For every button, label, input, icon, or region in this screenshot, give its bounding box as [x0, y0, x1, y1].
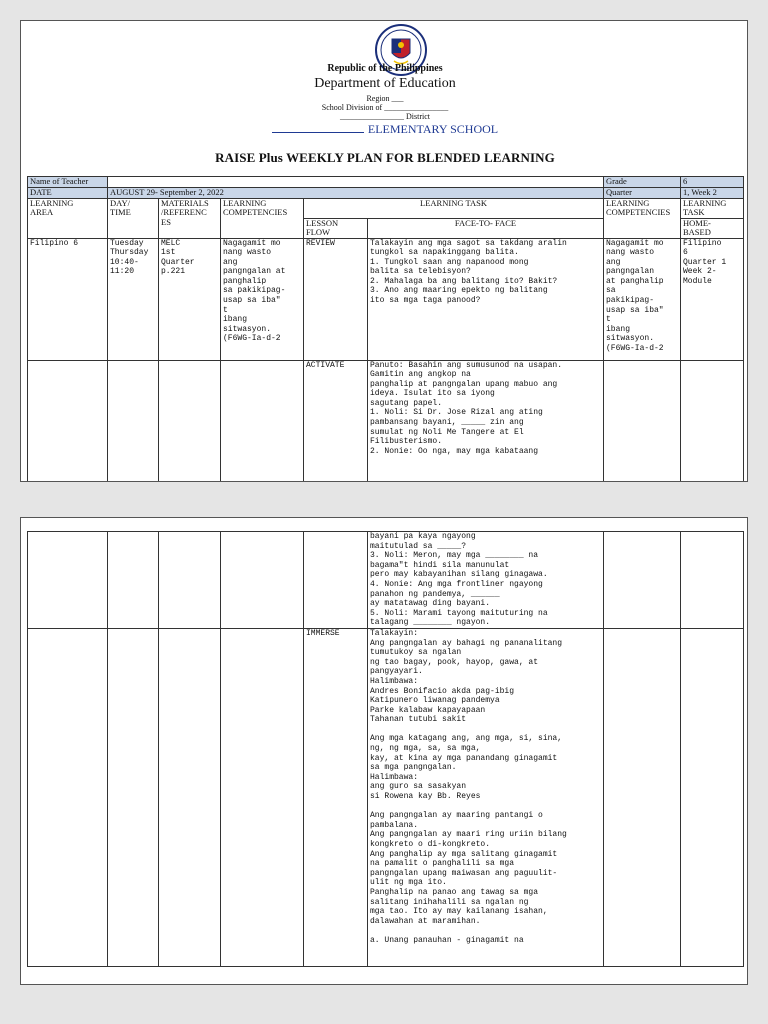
republic-line: Republic of the Philippines: [327, 63, 443, 74]
activate-text-continued: bayani pa kaya ngayong maitutulad sa _____? 3. Noli: Meron, may mga ________ na bagama"t hindi sila manunulat pero may kabayanihan silang ginagawa. 4. Nonie: Ang mga frontliner ngayong panahon ng pandemya, ______ ay matatawag ding bayani. 5. Noli: Marami tayong maituturing na talagang ________ ngayon.: [368, 532, 604, 629]
empty-cell: [681, 532, 744, 629]
empty-cell: [221, 628, 304, 966]
immerse-text: Talakayin: Ang pangngalan ay bahagi ng pananalitang tumutukoy sa ngalan ng tao bagay, pook, hayop, gawa, at pangyayari. Halimbawa: Andres Bonifacio akda pag-ibig Katipunero liwanag pandemya Parke kalabaw kapayapaan Tahanan tutubi sakit Ang mga katagang ang, ang mga, si, sina, ng, ng mga, sa, sa mga, kay, at kina ay mga panandang ginagamit sa mga pangngalan. Halimbawa: ang guro sa sasakyan si Rowena kay Bb. Reyes Ang pangngalan ay maaring pantangi o pambalana. Ang pangngalan ay maari ring uriin bilang kongkreto o di-kongkreto. Ang panghalip ay mga salitang ginagamit na pamalit o panghalili sa mga pangngalan upang maiwasan ang paguulit- ulit ng mga ito. Panghalip na panao ang tawag sa mga salitang inihahalili sa ngalan ng mga tao. Ito ay may kailanang isahan, dalawahan at maramihan. a. Unang panauhan - ginagamit na: [368, 628, 604, 966]
empty-cell: [28, 360, 108, 482]
school-name: ELEMENTARY SCHOOL: [367, 122, 499, 136]
col-lesson-flow: LESSON FLOW: [304, 218, 368, 238]
date-value: AUGUST 29- September 2, 2022: [108, 187, 604, 198]
empty-cell: [159, 360, 221, 482]
day-time-value: Tuesday Thursday 10:40- 11:20: [108, 238, 159, 360]
division-line: School Division of ________________: [321, 103, 449, 112]
empty-cell: [681, 360, 744, 482]
empty-cell: [604, 532, 681, 629]
activate-text: Panuto: Basahin ang sumusunod na usapan. Gamitin ang angkop na panghalip at pangngalan upang mabuo ang ideya. Isulat ito sa iyong sagutang papel. 1. Noli: Si Dr. Jose Rizal ang ating pambansang bayani, _____ zin ang sumulat ng Noli Me Tangere at El Filibusterismo. 2. Nonie: Oo nga, may mga kabataang: [368, 360, 604, 482]
lesson-flow-immerse: IMMERSE: [304, 628, 368, 966]
review-text: Talakayin ang mga sagot sa takdang aralin tungkol sa napakinggang balita. 1. Tungkol saan ang napanood mong balita sa telebisyon? 2. Mahalaga ba ang balitang ito? Bakit? 3. Ano ang maaring epekto ng balitang ito sa mga taga panood?: [368, 238, 604, 360]
col-home-based: HOME- BASED: [681, 218, 744, 238]
col-learning-task-2: LEARNING TASK: [681, 198, 744, 218]
date-label: DATE: [28, 187, 108, 198]
empty-cell: [304, 532, 368, 629]
weekly-plan-table: [27, 176, 744, 482]
empty-cell: [221, 360, 304, 482]
competencies-2-value: Nagagamit mo nang wasto ang pangngalan at panghalip sa pakikipag- usap sa iba" t ibang sitwasyon. (F6WG-Ia-d-2: [604, 238, 681, 360]
document-page-2: [20, 517, 748, 985]
empty-cell: [159, 532, 221, 629]
district-line: ________________ District: [340, 112, 430, 121]
name-of-teacher-value: [108, 177, 604, 188]
department-name: Department of Education: [314, 76, 456, 91]
col-day-time: DAY/ TIME: [108, 198, 159, 238]
empty-cell: [108, 532, 159, 629]
empty-cell: [604, 360, 681, 482]
learning-area-value: Filipino 6: [28, 238, 108, 360]
school-name-line: [21, 122, 748, 137]
empty-cell: [28, 532, 108, 629]
col-materials: MATERIALS /REFERENC ES: [159, 198, 221, 238]
quarter-label: Quarter: [604, 187, 681, 198]
materials-value: MELC 1st Quarter p.221: [159, 238, 221, 360]
empty-cell: [221, 532, 304, 629]
weekly-plan-table-continued: [27, 531, 744, 967]
home-based-value: Filipino 6 Quarter 1 Week 2- Module: [681, 238, 744, 360]
empty-cell: [681, 628, 744, 966]
col-learning-area: LEARNING AREA: [28, 198, 108, 238]
empty-cell: [604, 628, 681, 966]
school-name-blank: [272, 132, 364, 133]
document-page-1: [20, 20, 748, 482]
col-face-to-face: FACE-TO- FACE: [368, 218, 604, 238]
empty-cell: [28, 628, 108, 966]
col-competencies-2: LEARNING COMPETENCIES: [604, 198, 681, 238]
lesson-flow-activate: ACTIVATE: [304, 360, 368, 482]
name-of-teacher-label: Name of Teacher: [28, 177, 108, 188]
col-learning-task: LEARNING TASK: [304, 198, 604, 218]
competencies-value: Nagagamit mo nang wasto ang pangngalan at panghalip sa pakikipag- usap sa iba" t ibang sitwasyon. (F6WG-Ia-d-2: [221, 238, 304, 360]
plan-title: RAISE Plus WEEKLY PLAN FOR BLENDED LEARNING: [215, 150, 555, 165]
lesson-flow-review: REVIEW: [304, 238, 368, 360]
col-competencies: LEARNING COMPETENCIES: [221, 198, 304, 238]
grade-label: Grade: [604, 177, 681, 188]
region-line: Region ___: [366, 94, 404, 103]
empty-cell: [108, 360, 159, 482]
quarter-value: 1, Week 2: [681, 187, 744, 198]
grade-value: 6: [681, 177, 744, 188]
empty-cell: [159, 628, 221, 966]
empty-cell: [108, 628, 159, 966]
